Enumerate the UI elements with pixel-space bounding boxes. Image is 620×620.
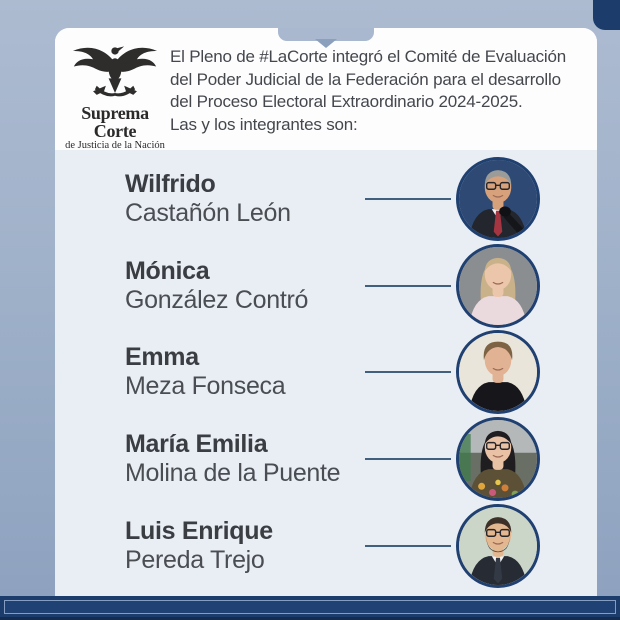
headline [170,46,590,136]
member-first-name: Emma [125,343,199,371]
connector-line [365,198,451,200]
member-photo [456,330,540,414]
member-photo [456,417,540,501]
member-first-name: María Emilia [125,430,268,458]
member-photo [456,157,540,241]
member-first-name: Luis Enrique [125,517,273,545]
chevron-down-icon [315,39,337,48]
member-last-name: Meza Fonseca [125,372,286,400]
member-first-name: Wilfrido [125,170,216,198]
connector-line [365,545,451,547]
headline-line: del Proceso Electoral Extraordinario 2024-2025. [170,92,523,112]
member-photo [456,244,540,328]
member-photo [456,504,540,588]
headline-line: Las y los integrantes son: [170,114,358,134]
member-row [55,243,597,329]
member-name [125,430,340,488]
org-name: Suprema Corte [81,103,149,141]
member-row [55,329,597,415]
member-last-name: Pereda Trejo [125,546,265,574]
headline-line: del Poder Judicial de la Federación para el desarrollo [170,69,561,89]
headline-line: El Pleno de #LaCorte integró el Comité de Evaluación [170,47,566,66]
member-first-name: Mónica [125,257,210,285]
member-row [55,156,597,242]
member-last-name: Molina de la Puente [125,459,341,487]
members-list [55,150,597,596]
member-name [125,343,285,401]
member-row [55,503,597,589]
member-last-name: González Contró [125,286,309,314]
member-row [55,416,597,502]
bottom-accent-bar [0,596,620,620]
connector-line [365,458,451,460]
eagle-icon [60,40,170,104]
org-subtitle: de Justicia de la Nación [65,140,165,151]
member-name [125,517,273,575]
corner-accent-block [593,0,620,30]
connector-line [365,285,451,287]
member-last-name: Castañón León [125,199,291,227]
member-name [125,170,291,228]
connector-line [365,371,451,373]
content-card [55,28,597,596]
member-name [125,257,308,315]
scjn-logo [60,40,170,152]
